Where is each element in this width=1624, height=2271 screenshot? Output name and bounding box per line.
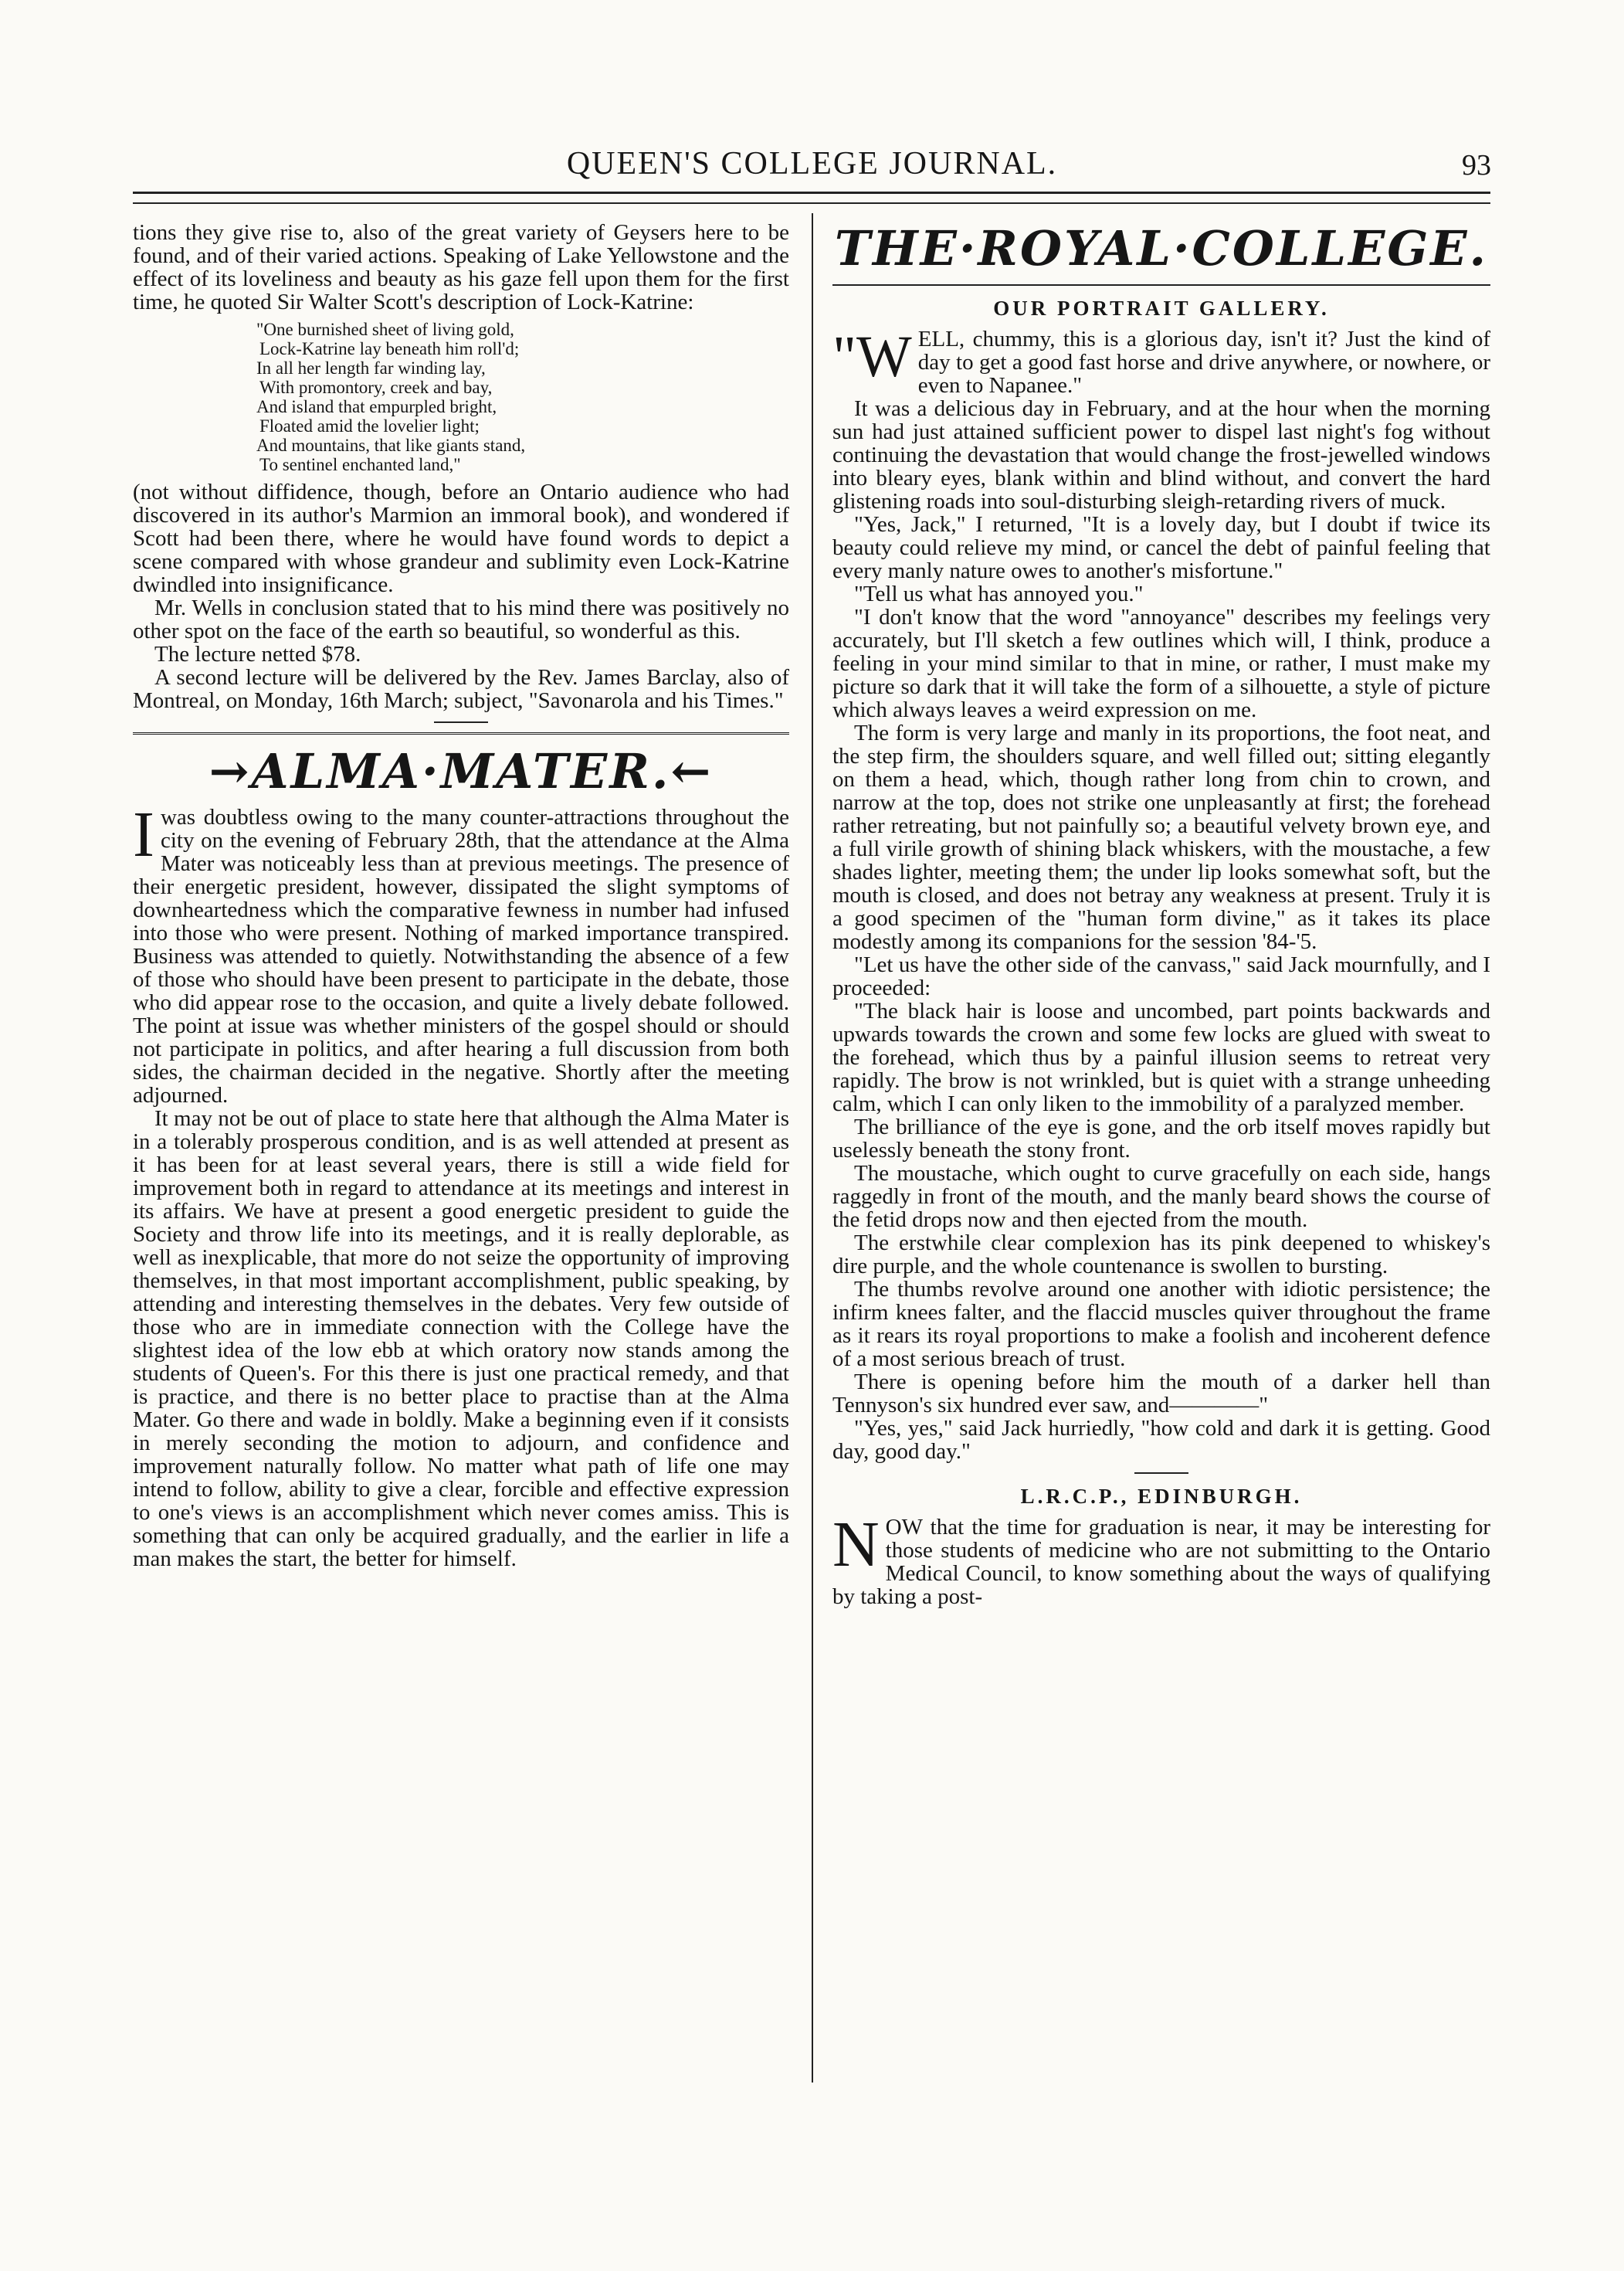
section-rule [133,732,789,736]
poem-line: In all her length far winding lay, [256,358,486,378]
section-separator [434,721,488,723]
portrait-paragraph: "Yes, yes," said Jack hurriedly, "how cold and dark it is getting. Good day, good day." [832,1416,1490,1464]
portrait-paragraph: The form is very large and manly in its proportions, the foot neat, and the step firm, the shoulders square, and well filled out; sitting elegantly on them a head, which, though rather long from chin to crown, and narrow at the top, does not strike one unpleasantly at first; the forehead rather retreating, but not painfully so; a beautiful velvety brown eye, and a full virile growth of shining black whiskers, with the moustache, a few shades lighter, meeting them; the under lip looks somewhat soft, but the mouth is closed, and does not betray any weakness at present. Truly it is a good specimen of the "human form divine," as it takes its place modestly among its companions for the session '84-'5. [832,721,1490,954]
poem-line: Floated amid the lovelier light; [259,416,480,436]
portrait-paragraph: "Tell us what has annoyed you." [854,582,1144,606]
portrait-paragraph: "WELL, chummy, this is a glorious day, isn't it? Just the kind of day to get a good fast horse and drive anywhere, or nowhere, or even to Napanee." [832,324,1490,398]
drop-cap: N [832,1509,880,1580]
running-head [0,145,1624,192]
poem-line: Lock-Katrine lay beneath him roll'd; [259,339,520,358]
section-rule [832,284,1490,286]
poem-line: "One burnished sheet of living gold, [256,320,514,339]
lrcp-subhead: L.R.C.P., EDINBURGH. [1020,1485,1303,1508]
drop-cap: I [133,799,154,871]
portrait-gallery-subhead: OUR PORTRAIT GALLERY. [993,297,1330,320]
portrait-paragraph: "Yes, Jack," I returned, "It is a lovely day, but I doubt if twice its beauty could relieve my mind, or cancel the debt of painful feeling that every manly nature owes to another's misfortune." [832,512,1490,583]
lrcp-paragraph: NOW that the time for graduation is near, it may be interesting for those students of medicine who are not submitting to the Ontario Medical Council, to know something about the ways of qualifying by taking a post- [832,1509,1490,1609]
portrait-paragraph: "I don't know that the word "annoyance" describes my feelings very accurately, but I'll sketch a few outlines which will, I think, produce a feeling in your mind similar to that in mine, or rather, I must make my picture so dark that it will take the form of a silhouette, a style of picture which always leaves a weird expression on me. [832,605,1490,722]
header-rule-thin [133,202,1490,204]
column-divider [812,213,813,2083]
poem-line: With promontory, creek and bay, [259,378,493,397]
portrait-paragraph: The moustache, which ought to curve gracefully on each side, hangs raggedly in front of the mouth, and the manly beard shows the course of the fetid drops now and then ejected from the mouth. [832,1161,1490,1232]
after-poem-paragraph: (not without diffidence, though, before an Ontario audience who had discovered in its author's Marmion an immoral book), and wondered if Scott had been there, where he would have found words to depict a scene compared with whose grandeur and sublimity even Lock-Katrine dwindled into insignificance. [133,480,789,597]
right-column [832,221,1490,1608]
alma-mater-paragraph: Iwas doubtless owing to the many counter-attractions throughout the city on the evening of February 28th, that the attendance at the Alma Mater was noticeably less than at previous meetings. The presence of their energetic president, however, dissipated the slight symptoms of downheartedness which the comparative fewness in number had infused into those who were present. Nothing of marked importance transpired. Business was attended to quietly. Notwithstanding the absence of a few of those who should have been present to participate in the debate, those who did appear rose to the occasion, and quite a lively debate followed. The point at issue was whether ministers of the gospel should or should not participate in politics, and after hearing a full discussion from both sides, the chairman decided in the negative. Shortly after the meeting adjourned. [133,799,789,1108]
alma-mater-heading: →ALMA·MATER.← [209,743,714,799]
royal-college-heading: THE·ROYAL·COLLEGE. [834,220,1489,277]
poem-line: To sentinel enchanted land," [259,455,461,474]
portrait-paragraph: "The black hair is loose and uncombed, part points backwards and upwards towards the crown and some few locks are glued with sweat to the forehead, which thus by a painful illusion seems to retreat very rapidly. The brow is not wrinkled, but is quiet with a strange unheeding calm, which I can only liken to the immobility of a paralyzed member. [832,999,1490,1116]
alma-mater-paragraph: It may not be out of place to state here that although the Alma Mater is in a tolerably prosperous condition, and is as well attended at present as it has been for at least several years, there is still a wide field for improvement both in regard to attendance at its meetings and interest in its affairs. We have at present a good energetic president to guide the Society and throw life into its meetings, and it is really deplorable, as well as inexplicable, that more do not seize the opportunity of improving themselves, in that most important accomplishment, public speaking, by attending and interesting themselves in the debates. Very few outside of those who are in immediate connection with the College have the slightest idea of the low ebb at which oratory now stands among the students of Queen's. For this there is just one practical remedy, and that is practice, and there is no better place to practise than at the Alma Mater. Go there and wade in boldly. Make a beginning even if it consists in merely seconding the motion to adjourn, and confidence and improvement naturally follow. No matter what path of life one may intend to follow, ability to give a clear, forcible and effective expression to one's views is an accomplishment which never comes amiss. This is something that can only be acquired gradually, and the earlier in life a man makes the start, the better for himself. [133,1106,789,1571]
drop-cap: "W [832,324,912,389]
header-rule [133,192,1490,194]
portrait-paragraph: The thumbs revolve around one another with idiotic persistence; the infirm knees falter, and the flaccid muscles quiver throughout the frame as it rears its royal proportions to make a foolish and incoherent defence of a most serious breach of trust. [832,1277,1490,1371]
portrait-paragraph: "Let us have the other side of the canvass," said Jack mournfully, and I proceeded: [832,952,1490,1000]
portrait-paragraph: It was a delicious day in February, and at the hour when the morning sun had just attained sufficient power to dispel last night's fog without continuing the devastation that would change the frost-jewelled windows into bleary eyes, blank within and blind without, and convert the hard glistening roads into soul-disturbing sleigh-retarding rivers of muck. [832,396,1490,514]
poem-line: And mountains, that like giants stand, [256,436,526,455]
poem-line: And island that empurpled bright, [256,397,497,416]
page-number: 93 [1462,149,1491,182]
lecture-continued-paragraph: tions they give rise to, also of the great variety of Geysers here to be found, and of their varied actions. Speaking of Lake Yellowstone and the effect of its loveliness and beauty as his gaze fell upon them for the first time, he quoted Sir Walter Scott's description of Lock-Katrine: [133,220,789,314]
portrait-paragraph: The erstwhile clear complexion has its pink deepened to whiskey's dire purple, and the whole countenance is swollen to bursting. [832,1231,1490,1278]
portrait-paragraph: The brilliance of the eye is gone, and the orb itself moves rapidly but uselessly beneath the stony front. [832,1115,1490,1163]
left-column [133,221,789,1570]
second-lecture-paragraph: A second lecture will be delivered by the Rev. James Barclay, also of Montreal, on Monday, 16th March; subject, "Savonarola and his Times." [133,665,789,713]
portrait-paragraph: There is opening before him the mouth of a darker hell than Tennyson's six hundred ever saw, and————" [832,1370,1490,1417]
lecture-netted-paragraph: The lecture netted $78. [154,642,361,667]
conclusion-paragraph: Mr. Wells in conclusion stated that to his mind there was positively no other spot on the face of the earth so beautiful, so wonderful as this. [133,596,789,643]
journal-title: QUEEN'S COLLEGE JOURNAL. [566,146,1058,182]
section-separator [1134,1472,1188,1474]
scott-poem [256,320,789,474]
